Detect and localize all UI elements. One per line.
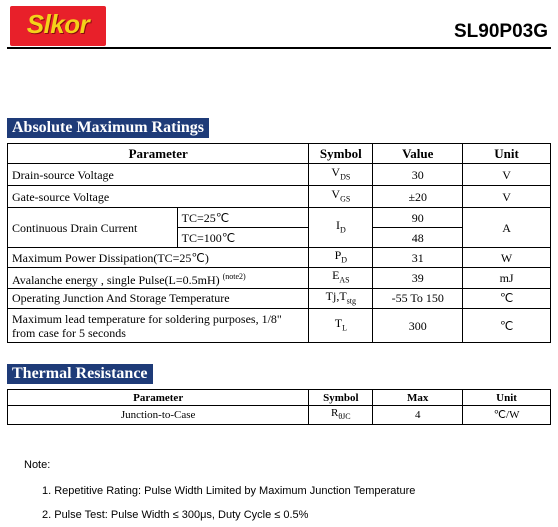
note-item: 2. Pulse Test: Pulse Width ≤ 300μs, Duty Cycle ≤ 0.5% [42,509,309,521]
header-divider [7,47,551,49]
col-parameter: Parameter [8,144,309,164]
row-unit: mJ [463,268,551,288]
row-param: Continuous Drain Current [8,208,178,248]
abs-max-table [7,143,551,343]
row-unit: V [463,164,551,186]
thermal-header-row [8,390,551,406]
row-value: 48 [373,228,463,248]
row-unit: W [463,248,551,268]
brand-logo-text: Slkor [26,9,90,39]
row-value: 30 [373,164,463,186]
note-item: 1. Repetitive Rating: Pulse Width Limited by Maximum Junction Temperature [42,485,416,497]
col-max: Max [373,390,463,406]
part-number: SL90P03G [454,21,548,42]
row-symbol: $V_{GS}$ [309,186,373,208]
thermal-table [7,389,551,425]
thermal-title: Thermal Resistance [7,364,153,384]
row-unit: ℃ [463,309,551,343]
table-row [8,248,551,268]
row-param: Junction-to-Case [8,406,309,425]
row-symbol: $P_D$ [309,248,373,268]
row-param: Maximum lead temperature for soldering purposes, 1/8" from case for 5 seconds [8,309,309,343]
row-unit: ℃/W [463,406,551,425]
row-unit: ℃ [463,288,551,308]
row-symbol: $T_L$ [309,309,373,343]
row-value: 90 [373,208,463,228]
col-parameter: Parameter [8,390,309,406]
row-symbol: $E_{AS}$ [309,268,373,288]
row-value: 39 [373,268,463,288]
row-symbol: $I_D$ [309,208,373,248]
note-ref: (note2) [222,271,246,281]
row-param: Avalanche energy , single Pulse(L=0.5mH) $^{(note2)}$ [8,268,309,288]
abs-max-title: Absolute Maximum Ratings [7,118,209,138]
table-row [8,288,551,308]
row-symbol: $Tj,T_{stg}$ [309,288,373,308]
abs-max-header-row [8,144,551,164]
notes-heading: Note: [24,459,51,471]
col-symbol: Symbol [309,144,373,164]
row-value: 31 [373,248,463,268]
row-param: Gate-source Voltage [8,186,309,208]
row-symbol: $R_{\theta JC}$ [309,406,373,425]
col-unit: Unit [463,390,551,406]
table-row [8,406,551,425]
col-unit: Unit [463,144,551,164]
table-row [8,268,551,288]
row-unit: V [463,186,551,208]
table-row [8,164,551,186]
row-value: 300 [373,309,463,343]
row-unit: A [463,208,551,248]
row-symbol: $V_{DS}$ [309,164,373,186]
col-symbol: Symbol [309,390,373,406]
table-row [8,186,551,208]
brand-logo [10,6,106,46]
table-row [8,309,551,343]
row-param: Operating Junction And Storage Temperature [8,288,309,308]
row-param: Maximum Power Dissipation(TC=25℃) [8,248,309,268]
row-param: Drain-source Voltage [8,164,309,186]
col-value: Value [373,144,463,164]
row-value: -55 To 150 [373,288,463,308]
table-row [8,208,551,228]
row-condition: TC=100℃ [177,228,309,248]
row-condition: TC=25℃ [177,208,309,228]
row-value: 4 [373,406,463,425]
row-value: ±20 [373,186,463,208]
